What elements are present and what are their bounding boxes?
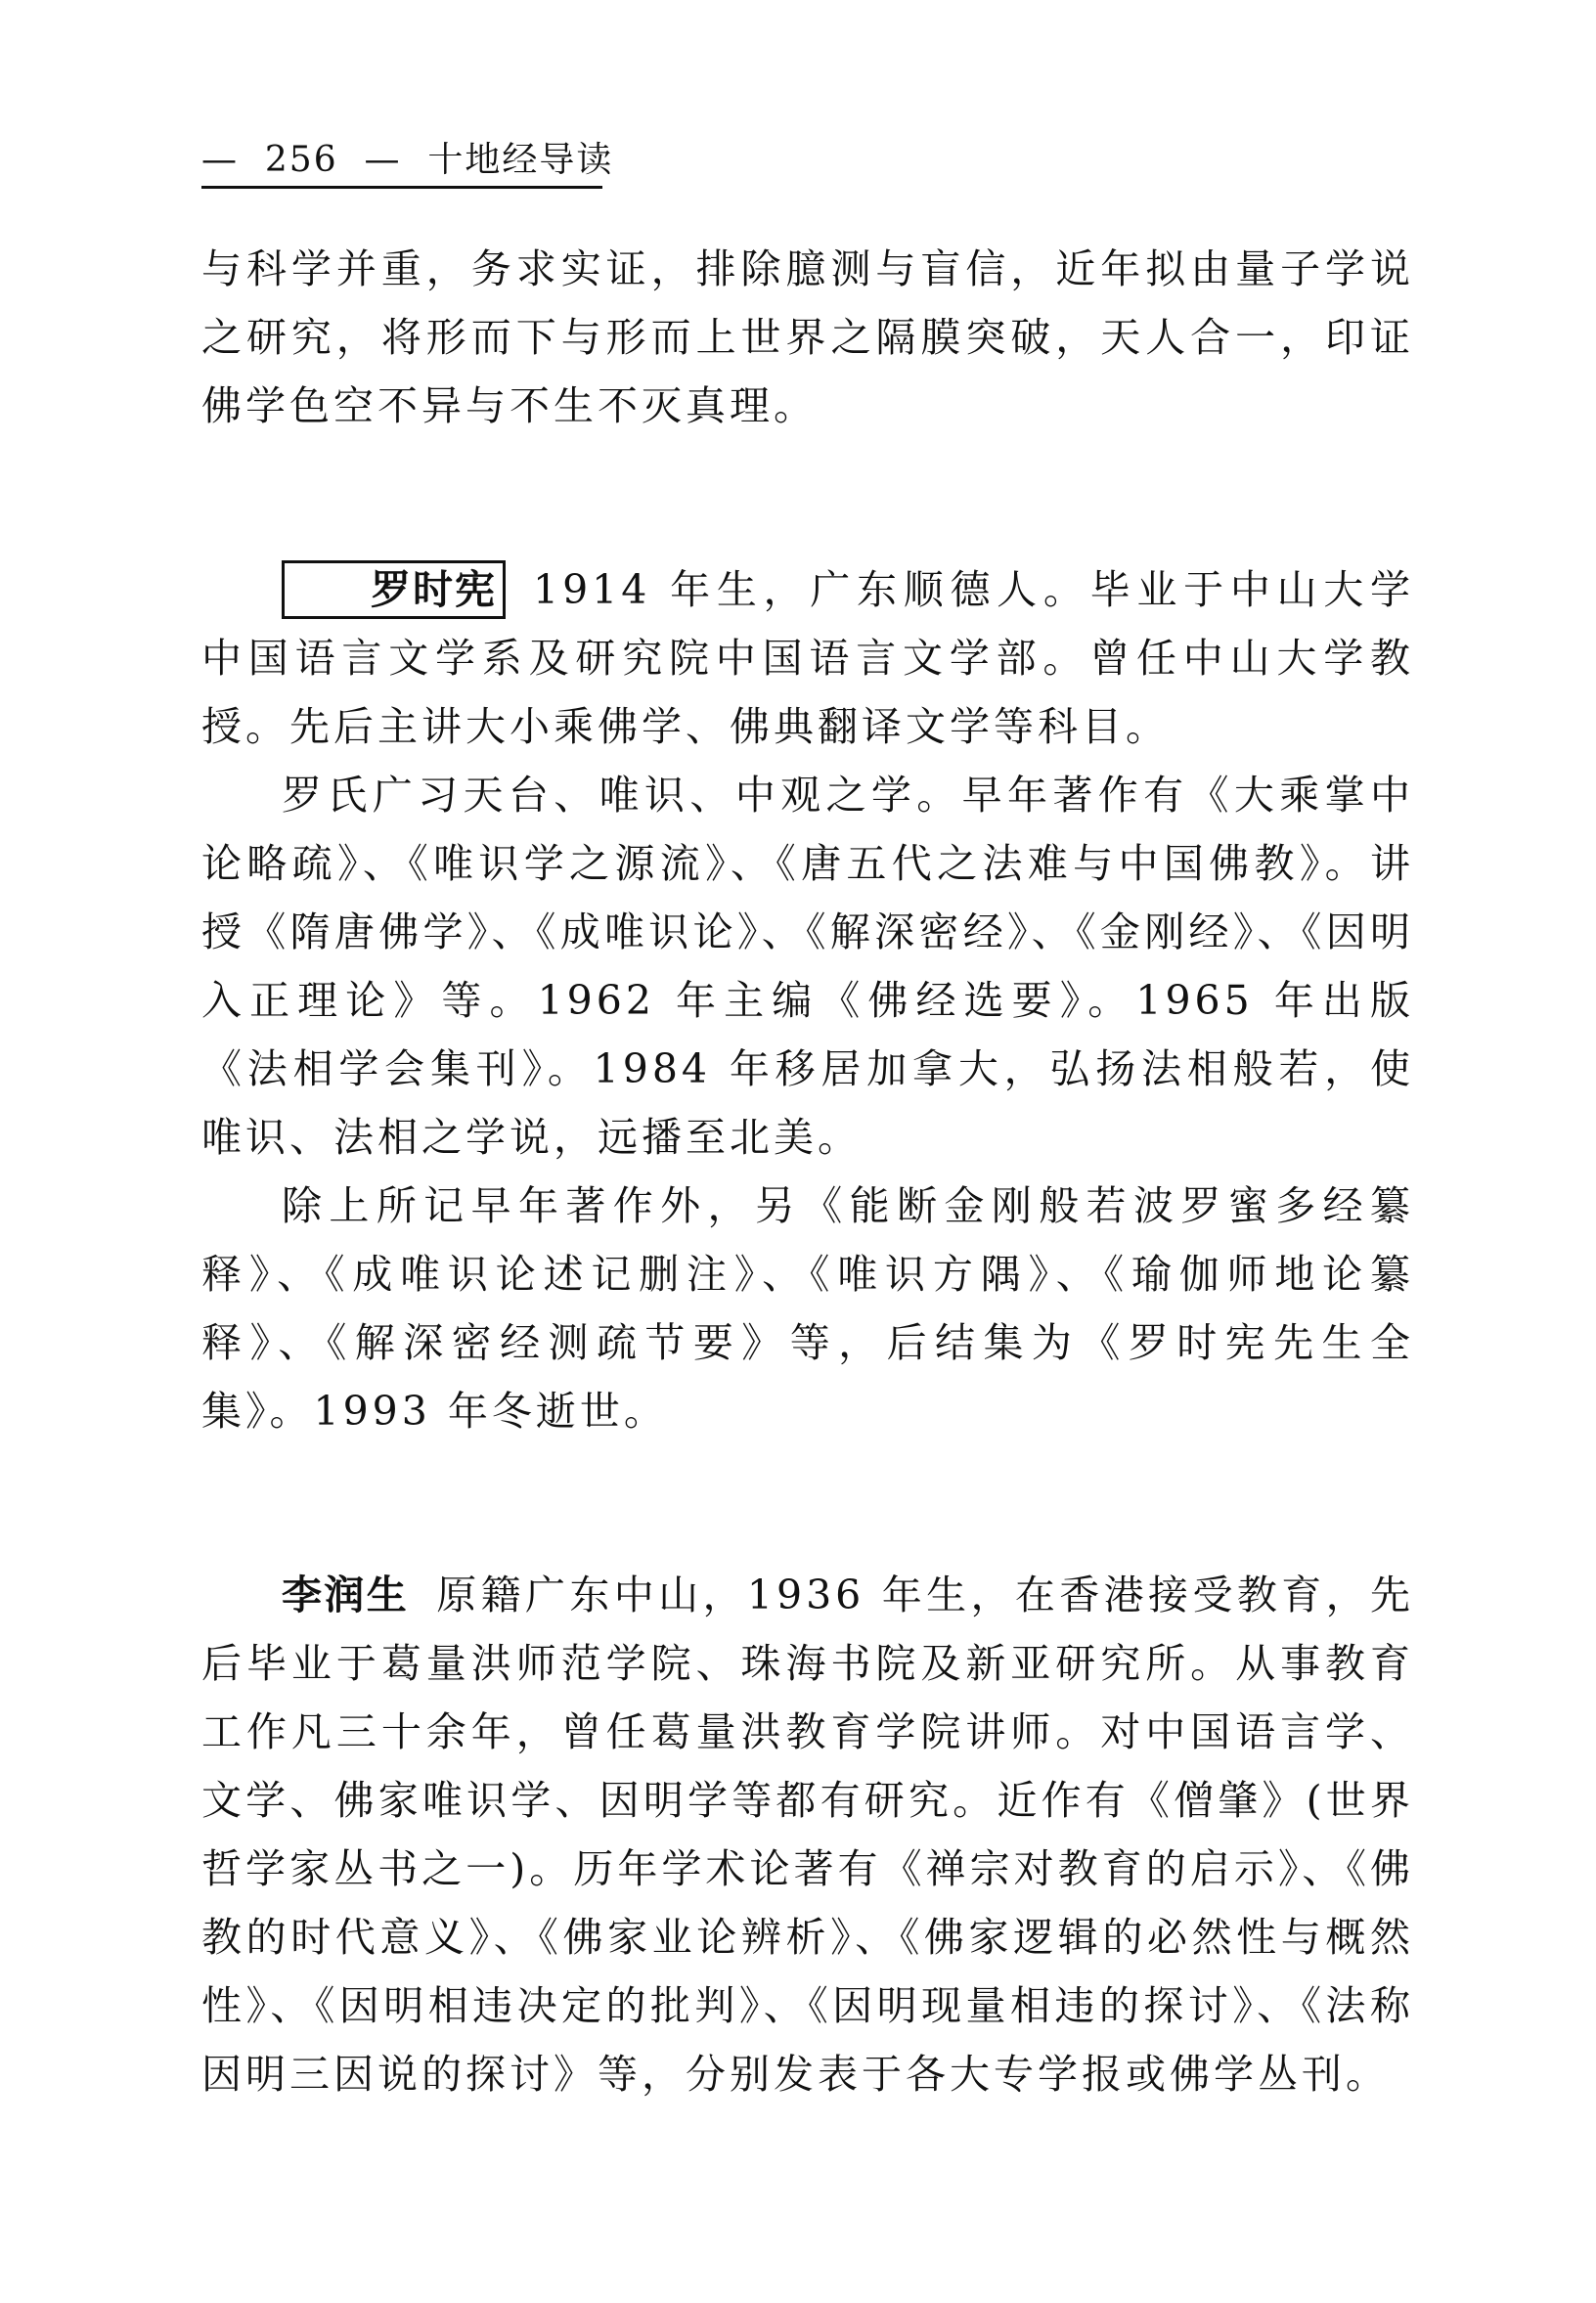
luo-name-heading: 罗时宪 <box>282 560 506 619</box>
paragraph-li-intro <box>201 1561 1414 2108</box>
paragraph-luo-intro <box>201 555 1414 761</box>
li-name-heading: 李润生 <box>282 1572 410 1618</box>
li-intro-text: 原籍广东中山，1936 年生，在香港接受教育，先后毕业于葛量洪师范学院、珠海书院及新亚研究所。从事教育工作凡三十余年，曾任葛量洪教育学院讲师。对中国语言学、文学、佛家唯识学、因明学等都有研究。近作有《僧肇》(世界哲学家丛书之一)。历年学术论著有《禅宗对教育的启示》、《佛教的时代意义》、《佛家业论辨析》、《佛家逻辑的必然性与概然性》、《因明相违决定的批判》、《因明现量相违的探讨》、《法称因明三因说的探讨》等，分别发表于各大专学报或佛学丛刊。 <box>201 1572 1415 2098</box>
paragraph-luo-studies: 罗氏广习天台、唯识、中观之学。早年著作有《大乘掌中论略疏》、《唯识学之源流》、《唐五代之法难与中国佛教》。讲授《隋唐佛学》、《成唯识论》、《解深密经》、《金刚经》、《因明入正理论》等。1962 年主编《佛经选要》。1965 年出版《法相学会集刊》。1984 年移居加拿大，弘扬法相般若，使唯识、法相之学说，远播至北美。 <box>201 772 1414 1161</box>
header-underline <box>201 186 602 189</box>
header-text: — 256 — 十地经导读 <box>201 140 614 180</box>
running-header <box>201 139 1414 188</box>
paragraph-continuation: 与科学并重，务求实证，排除臆测与盲信，近年拟由量子学说之研究，将形而下与形而上世界之隔膜突破，天人合一，印证佛学色空不异与不生不灭真理。 <box>201 245 1414 429</box>
paragraph-luo-works: 除上所记早年著作外，另《能断金刚般若波罗蜜多经纂释》、《成唯识论述记删注》、《唯识方隅》、《瑜伽师地论纂释》、《解深密经测疏节要》等，后结集为《罗时宪先生全集》。1993 年冬逝世。 <box>201 1182 1414 1435</box>
page-body <box>201 235 1414 2108</box>
luo-intro-text: 1914 年生，广东顺德人。毕业于中山大学中国语言文学系及研究院中国语言文学部。曾任中山大学教授。先后主讲大小乘佛学、佛典翻译文学等科目。 <box>201 566 1414 750</box>
